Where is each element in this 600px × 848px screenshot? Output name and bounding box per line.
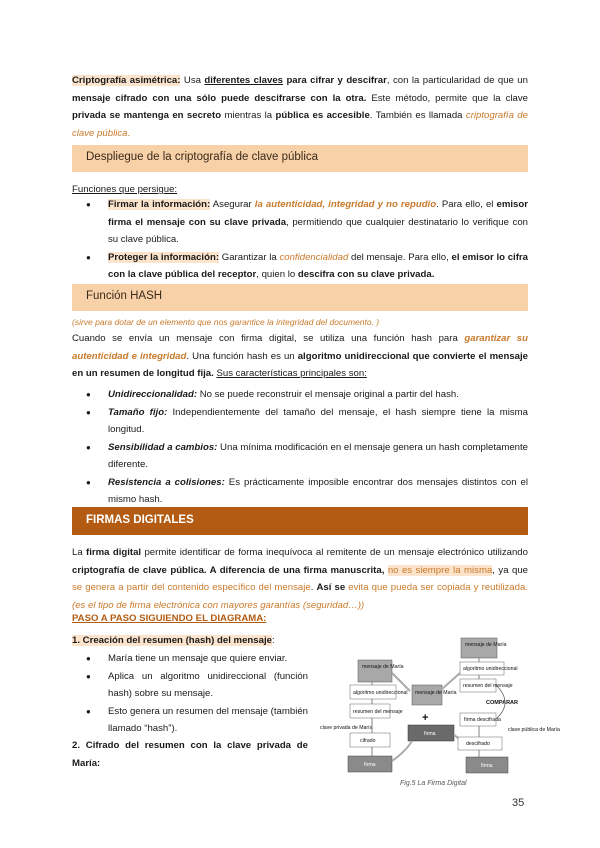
section-heading-public-key	[72, 145, 528, 172]
step1-title	[72, 632, 312, 650]
hash-text: . Una función hash es un	[186, 350, 298, 362]
step1-list	[80, 650, 308, 738]
item-highlight: confidencialidad	[279, 251, 349, 263]
list-item	[80, 439, 528, 474]
flow-arrow	[392, 741, 412, 761]
item-text: Asegurar	[210, 199, 255, 210]
section-heading-text: Despliegue de la criptografía de clave pública	[86, 151, 319, 163]
right-signature-label: firma	[481, 763, 493, 769]
intro-text: , con la particularidad de que un	[386, 75, 528, 86]
item-term: Sensibilidad a cambios:	[108, 441, 218, 453]
list-item: ● Aplica un algoritmo unidireccional (función hash) sobre su mensaje.	[80, 668, 308, 703]
intro-text: . También es llamada	[369, 110, 466, 121]
digital-signature-diagram	[318, 633, 560, 793]
item-highlight: la autenticidad, integridad y no repudio	[254, 199, 437, 210]
list-item	[80, 386, 528, 404]
section-heading-text: FIRMAS DIGITALES	[86, 514, 194, 526]
left-summary-label: resumen del mensaje	[353, 709, 403, 715]
functions-label: Funciones que persigue:	[72, 184, 178, 195]
diagram-caption: Fig.5 La Firma Digital	[400, 780, 467, 787]
steps-heading: PASO A PASO SIGUIENDO EL DIAGRAMA:	[72, 613, 267, 624]
item-text: . Para ello, el	[436, 199, 497, 210]
intro-keys: diferentes claves	[204, 75, 284, 86]
left-signature-label: firma	[364, 762, 376, 768]
item-term: Resistencia a colisiones:	[108, 476, 225, 488]
item-text: Una mínima modificación en el mensaje genera un hash completamente diferente.	[108, 441, 529, 470]
hash-text: algoritmo unidireccional que convierte el mensaje en un resumen de longitud fija.	[72, 350, 529, 379]
hash-text: Sus características principales son:	[216, 368, 367, 379]
item-text: No se puede reconstruir el mensaje original a partir del hash.	[197, 389, 459, 400]
intro-paragraph	[72, 72, 528, 142]
decrypted-signature-label: firma descifrada	[464, 717, 501, 723]
sig-text: , ya que	[492, 564, 529, 576]
sig-text: permite identificar de forma inequívoca al remitente de un mensaje electrónico utilizando	[141, 547, 528, 558]
list-item: ● Esto genera un resumen del mensaje (también llamado “hash”).	[80, 703, 308, 738]
plus-sign: +	[422, 712, 429, 724]
item-text: del mensaje. Para ello,	[348, 251, 452, 263]
list-item	[80, 249, 528, 284]
intro-text: mientras la	[221, 110, 276, 121]
intro-text: .	[127, 127, 131, 139]
page-number: 35	[512, 797, 525, 809]
flow-arrow	[442, 673, 460, 689]
intro-term: Criptografía asimétrica:	[72, 75, 181, 86]
hash-note: (sirve para dotar de un elemento que nos garantice la integridad del documento. )	[72, 317, 380, 327]
right-message-doc	[461, 638, 497, 658]
item-text: , quien lo	[256, 269, 298, 280]
section-heading-text: Función HASH	[86, 290, 163, 302]
step-title-text: 1. Creación del resumen (hash) del mensaje	[72, 635, 272, 646]
sig-text: firma digital	[86, 547, 142, 558]
sig-text: criptografía de clave pública. A diferencia de una firma manuscrita,	[72, 564, 385, 576]
left-algorithm-label: algoritmo unidireccional	[353, 690, 408, 696]
sig-text: .	[310, 582, 317, 593]
intro-text: Este método, permite que la clave	[366, 92, 528, 104]
center-message-label: mensaje de María	[415, 690, 457, 696]
right-algorithm-label: algoritmo unidireccional	[463, 666, 518, 672]
section-heading-digital-signatures	[72, 507, 528, 535]
sig-text: Así se	[316, 582, 346, 593]
intro-text: para cifrar y descifrar	[283, 75, 387, 86]
right-message-label: mensaje de María	[465, 642, 507, 648]
hash-paragraph	[72, 330, 528, 383]
public-key-label: clave pública de María	[508, 727, 560, 733]
intro-text: pública es accesible	[275, 110, 370, 121]
step2-title: 2. Cifrado del resumen con la clave privada de María:	[72, 740, 308, 769]
sig-highlight: se genera a partir del contenido específico del mensaje	[72, 582, 311, 593]
item-text: descifra con su clave privada.	[297, 269, 435, 280]
list-item	[80, 404, 528, 439]
section-heading-hash	[72, 284, 528, 311]
item-term: Proteger la información:	[108, 251, 220, 263]
item-text: , permitiendo que cualquier destinatario lo verifique con su clave pública.	[108, 216, 528, 245]
functions-list	[80, 196, 528, 284]
decryption-label: descifrado	[466, 741, 490, 747]
sig-note: (es el tipo de firma electrónica con mayores garantías (seguridad…))	[72, 599, 365, 611]
item-text: Es prácticamente imposible encontrar dos mensajes distintos con el mismo hash.	[108, 476, 529, 505]
center-signature-label: firma	[424, 731, 436, 737]
intro-alias: criptografía de clave pública	[72, 110, 528, 139]
item-term: Firmar la información:	[108, 199, 211, 210]
item-text: emisor firma el mensaje con su clave privada	[108, 199, 528, 228]
step-title-text: :	[271, 635, 275, 646]
item-term: Tamaño fijo:	[108, 406, 168, 418]
list-item: ● María tiene un mensaje que quiere enviar.	[80, 650, 308, 668]
compare-label: COMPARAR	[486, 700, 518, 706]
left-message-label: mensaje de María	[362, 664, 404, 670]
hash-features-list	[80, 386, 528, 509]
intro-text: Usa	[180, 75, 205, 86]
private-key-label: clave privada de María	[320, 725, 373, 731]
hash-text: Cuando se envía un mensaje con firma digital, se utiliza una función hash para	[72, 333, 465, 344]
right-summary-label: resumen del mensaje	[463, 683, 513, 689]
sig-highlight: no es siempre la misma	[387, 564, 493, 576]
item-text: Independientemente del tamaño del mensaje, el hash siempre tiene la misma longitud.	[108, 406, 528, 435]
encryption-label: cifrado	[360, 738, 376, 744]
sig-text: La	[72, 547, 87, 558]
list-item	[80, 474, 528, 509]
item-text: Garantizar la	[219, 251, 280, 263]
hash-highlight: garantizar su autenticidad e integridad	[72, 333, 529, 362]
sig-highlight: evita que pueda ser copiada y reutilizada.	[348, 582, 528, 593]
signature-paragraph	[72, 544, 528, 614]
item-text: el emisor lo cifra con la clave pública del receptor	[108, 251, 528, 280]
intro-text: privada se mantenga en secreto	[72, 110, 222, 121]
intro-text: mensaje cifrado con una sólo puede descifrarse con la otra.	[72, 92, 367, 104]
item-term: Unidireccionalidad:	[108, 389, 198, 400]
list-item	[80, 196, 528, 249]
